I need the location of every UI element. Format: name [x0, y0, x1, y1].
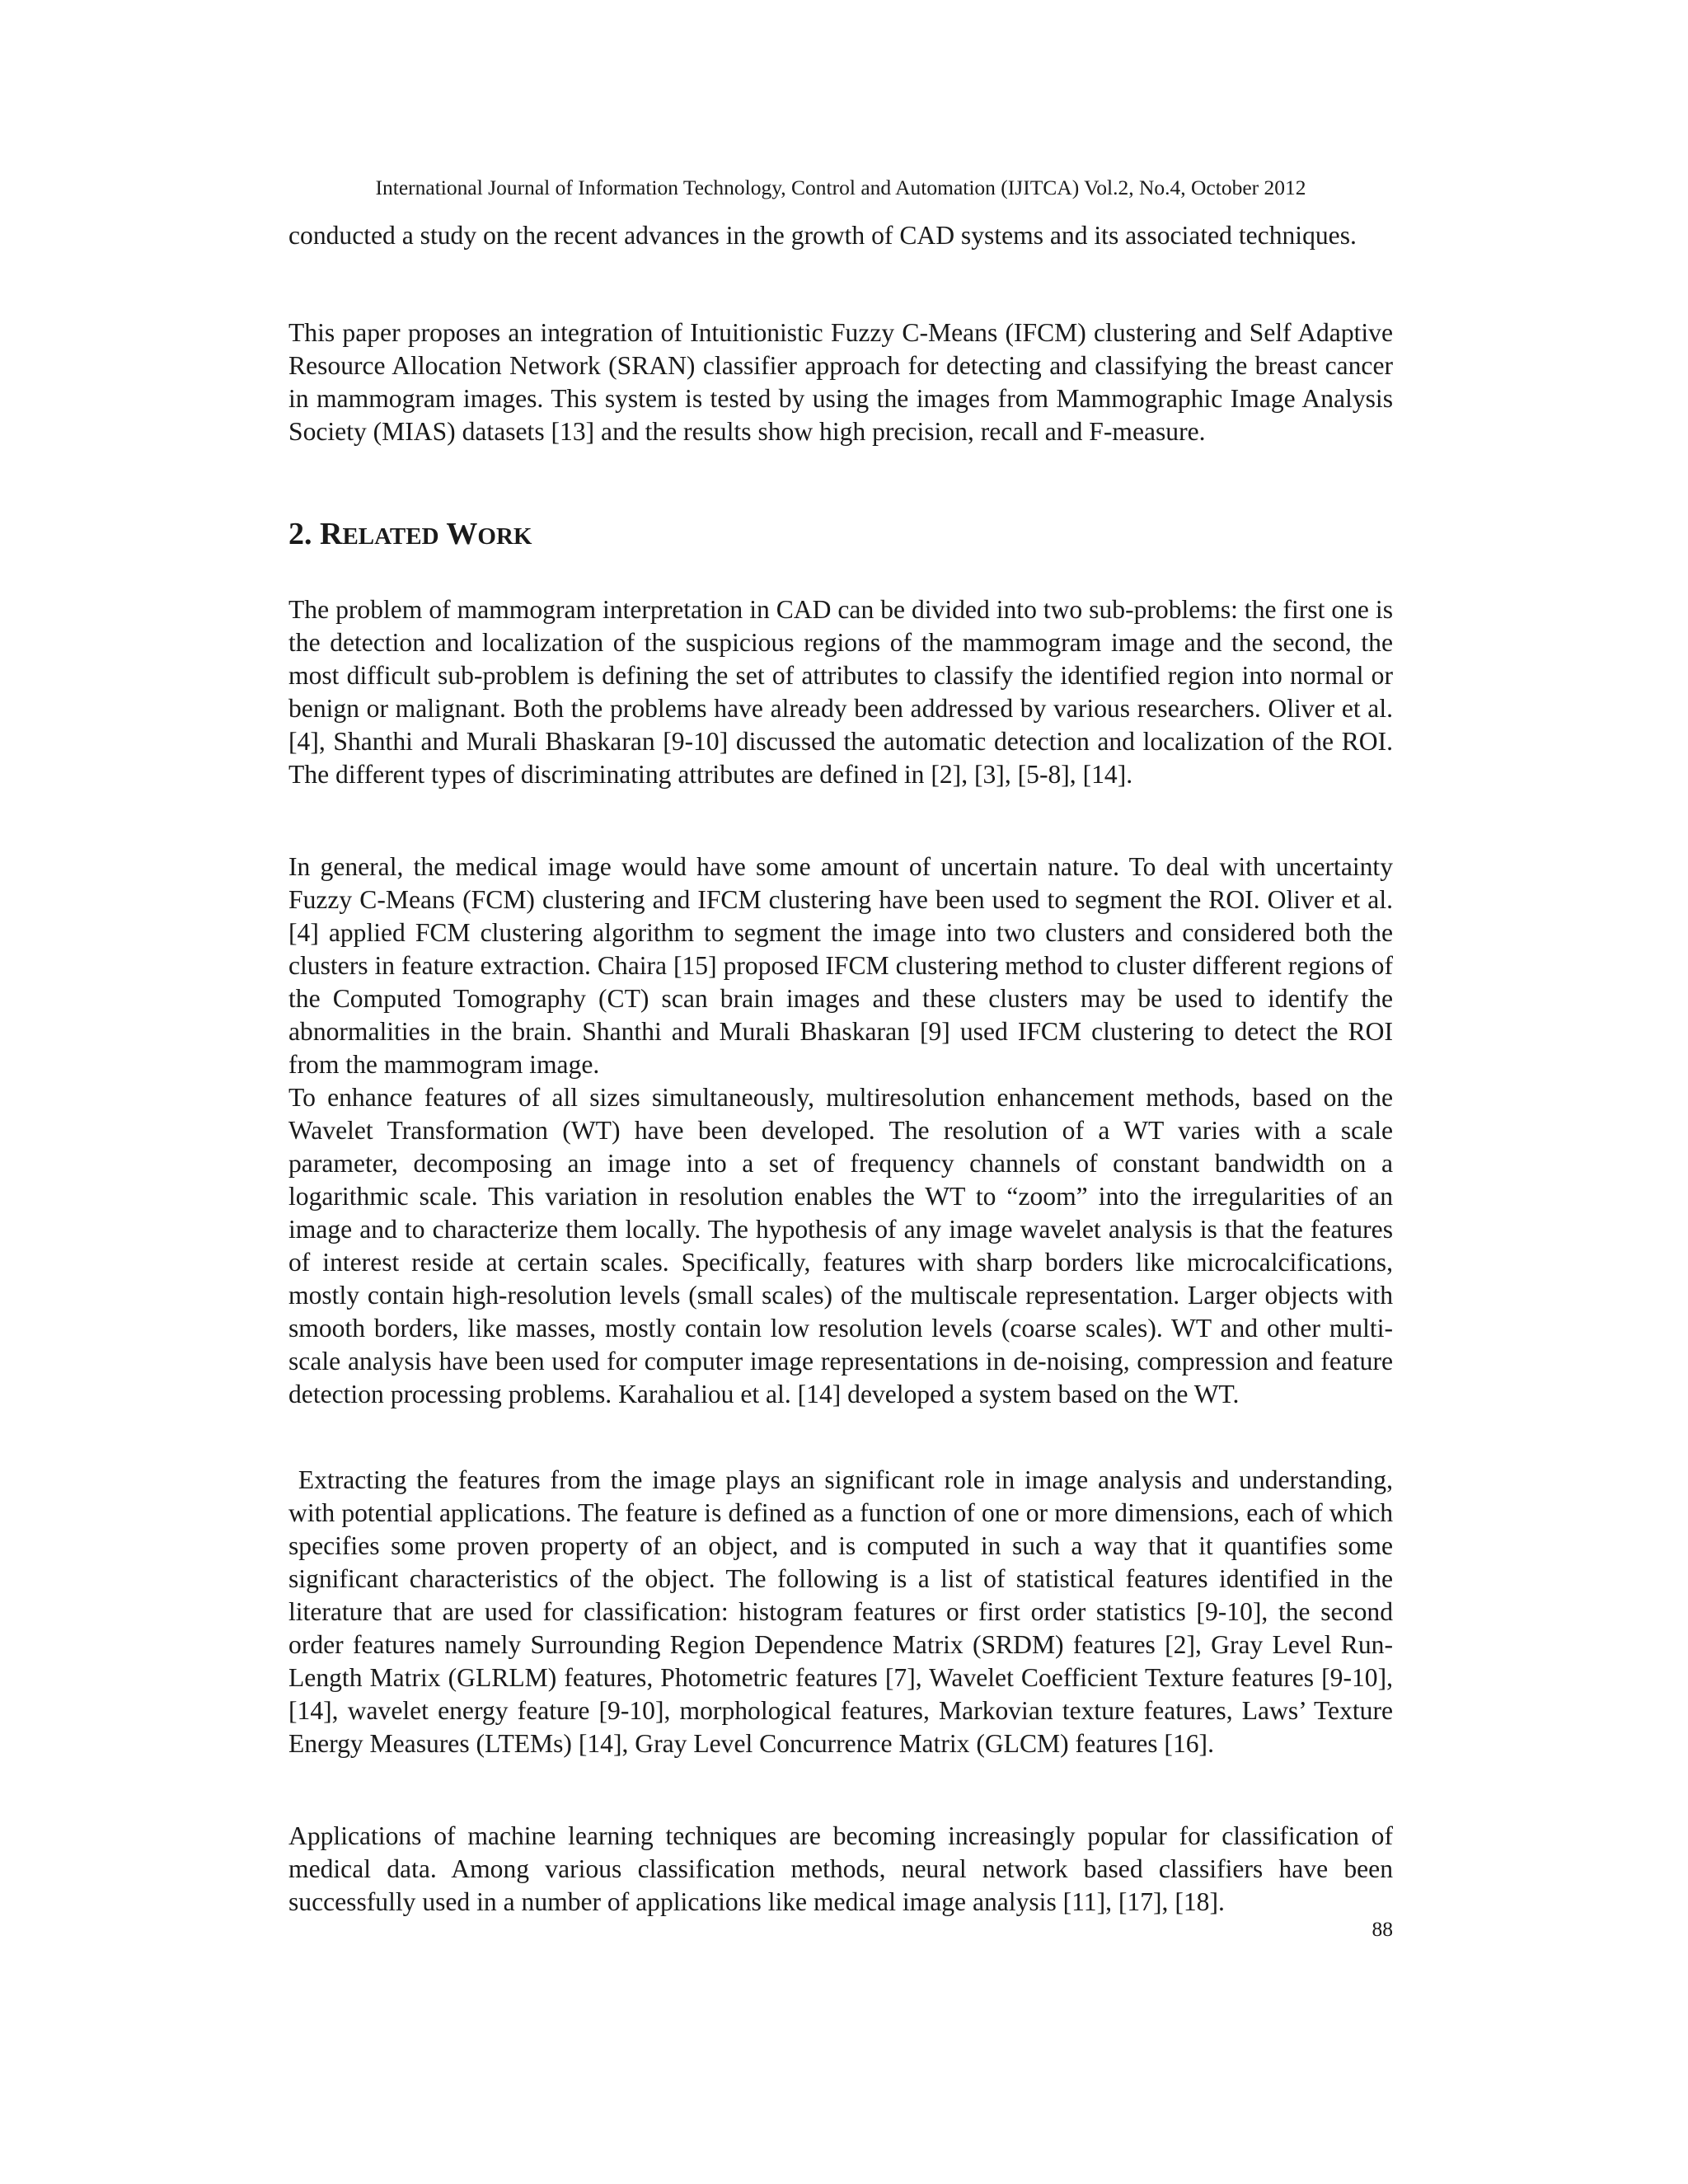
section-title-smallcaps: ORK: [477, 523, 532, 550]
paragraph-text: [288, 1464, 1393, 1760]
related-paragraph-2: [288, 851, 1393, 1411]
paragraph-body: Extracting the features from the image plays an significant role in image analysis and understanding, with potential applications. The feature is defined as a function of one or more dimensions, each of which specifies some proven property of an object, and is computed in such a way that it quantifies some significant characteristics of the object. The following is a list of statistical features identified in the literature that are used for classification: histogram features or first order statistics [9-10], the second order features namely Surrounding Region Dependence Matrix (SRDM) features [2], Gray Level Run-Length Matrix (GLRLM) features, Photometric features [7], Wavelet Coefficient Texture features [9-10], [14], wavelet energy feature [9-10], morphological features, Markovian texture features, Laws’ Texture Energy Measures (LTEMs) [14], Gray Level Concurrence Matrix (GLCM) features [16].: [288, 1465, 1393, 1758]
page-number: 88: [1372, 1917, 1393, 1941]
paragraph-text: This paper proposes an integration of Intuitionistic Fuzzy C-Means (IFCM) clustering and Self Adaptive Resource Allocation Network (SRAN) classifier approach for detecting and classifying the breast cancer in mammogram images. This system is tested by using the images from Mammographic Image Analysis Society (MIAS) datasets [13] and the results show high precision, recall and F-measure.: [288, 318, 1393, 446]
intro-paragraph-2: [288, 316, 1393, 448]
section-title-smallcaps: ELATED: [342, 523, 439, 550]
related-paragraph-5: [288, 1820, 1393, 1919]
paragraph-text: The problem of mammogram interpretation in CAD can be divided into two sub-problems: the first one is the detection and localization of the suspicious regions of the mammogram image and the second, the most difficult sub-problem is defining the set of attributes to classify the identified region into normal or benign or malignant. Both the problems have already been addressed by various researchers. Oliver et al. [4], Shanthi and Murali Bhaskaran [9-10] discussed the automatic detection and localization of the ROI. The different types of discriminating attributes are defined in [2], [3], [5-8], [14].: [288, 595, 1393, 789]
related-paragraph-1: [288, 593, 1393, 791]
paragraph-text: To enhance features of all sizes simultaneously, multiresolution enhancement methods, based on the Wavelet Transformation (WT) have been developed. The resolution of a WT varies with a scale parameter, decomposing an image into a set of frequency channels of constant bandwidth on a logarithmic scale. This variation in resolution enables the WT to “zoom” into the irregularities of an image and to characterize them locally. The hypothesis of any image wavelet analysis is that the features of interest reside at certain scales. Specifically, features with sharp borders like microcalcifications, mostly contain high-resolution levels (small scales) of the multiscale representation. Larger objects with smooth borders, like masses, mostly contain low resolution levels (coarse scales). WT and other multi-scale analysis have been used for computer image representations in de-noising, compression and feature detection processing problems. Karahaliou et al. [14] developed a system based on the WT.: [288, 1083, 1393, 1408]
section-title-initial: W: [438, 517, 478, 551]
related-paragraph-4: [288, 1464, 1393, 1760]
paragraph-text: Applications of machine learning techniques are becoming increasingly popular for classification of medical data. Among various classification methods, neural network based classifiers have been successfully used in a number of applications like medical image analysis [11], [17], [18].: [288, 1821, 1393, 1916]
section-heading: [288, 514, 532, 556]
intro-paragraph-1: [288, 219, 1393, 252]
paragraph-text: conducted a study on the recent advances in the growth of CAD systems and its associated techniques.: [288, 221, 1357, 250]
running-header: International Journal of Information Technology, Control and Automation (IJITCA) Vol.2, No.4, October 2012: [375, 176, 1306, 199]
paragraph-text: In general, the medical image would have some amount of uncertain nature. To deal with uncertainty Fuzzy C-Means (FCM) clustering and IFCM clustering have been used to segment the ROI. Oliver et al. [4] applied FCM clustering algorithm to segment the image into two clusters and considered both the clusters in feature extraction. Chaira [15] proposed IFCM clustering method to cluster different regions of the Computed Tomography (CT) scan brain images and these clusters may be used to identify the abnormalities in the brain. Shanthi and Murali Bhaskaran [9] used IFCM clustering to detect the ROI from the mammogram image.: [288, 852, 1393, 1079]
section-number: 2.: [288, 517, 320, 551]
section-title-initial: R: [320, 517, 343, 551]
